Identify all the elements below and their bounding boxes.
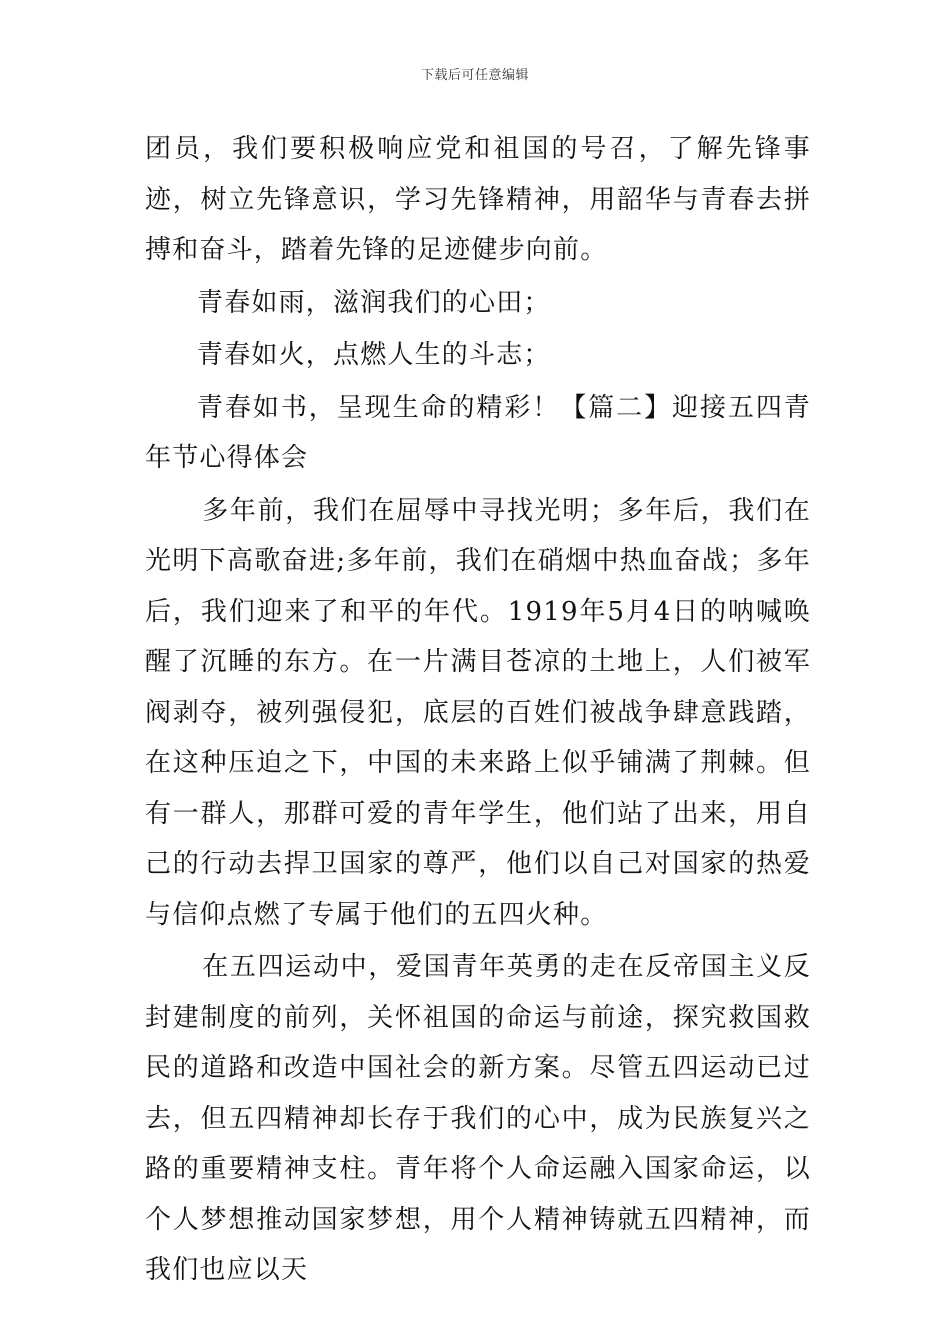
paragraph-may-fourth-spirit: 在五四运动中，爱国青年英勇的走在反帝国主义反封建制度的前列，关怀祖国的命运与前途，探究救国救民的道路和改造中国社会的新方案。尽管五四运动已过去，但五四精神却长存于我们的心中，成为民族复兴之路的重要精神支柱。青年将个人命运融入国家命运，以个人梦想推动国家梦想，用个人精神铸就五四精神，而我们也应以天 (145, 952, 811, 1285)
paragraph-history: 多年前，我们在屈辱中寻找光明；多年后，我们在光明下高歌奋进;多年前，我们在硝烟中热血奋战；多年后，我们迎来了和平的年代。1919年5月4日的呐喊唤醒了沉睡的东方。在一片满目苍凉的土地上，人们被军阀剥夺，被列强侵犯，底层的百姓们被战争肆意践踏，在这种压迫之下，中国的未来路上似乎铺满了荆棘。但有一群人，那群可爱的青年学生，他们站了出来，用自己的行动去捍卫国家的尊严，他们以自己对国家的热爱与信仰点燃了专属于他们的五四火种。 (145, 495, 811, 930)
page-header: 下载后可任意编辑 (420, 68, 529, 83)
document-body (145, 124, 811, 1296)
paragraph-youth-fire: 青春如火，点燃人生的斗志； (197, 340, 551, 370)
paragraph-youth-book-section-heading: 青春如书，呈现生命的精彩！【篇二】迎接五四青年节心得体会 (145, 392, 811, 473)
paragraph-youth-rain: 青春如雨，滋润我们的心田； (197, 287, 551, 318)
paragraph-continuation: 团员，我们要积极响应党和祖国的号召，了解先锋事迹，树立先锋意识，学习先锋精神，用韶华与青春去拼搏和奋斗，踏着先锋的足迹健步向前。 (145, 134, 811, 265)
